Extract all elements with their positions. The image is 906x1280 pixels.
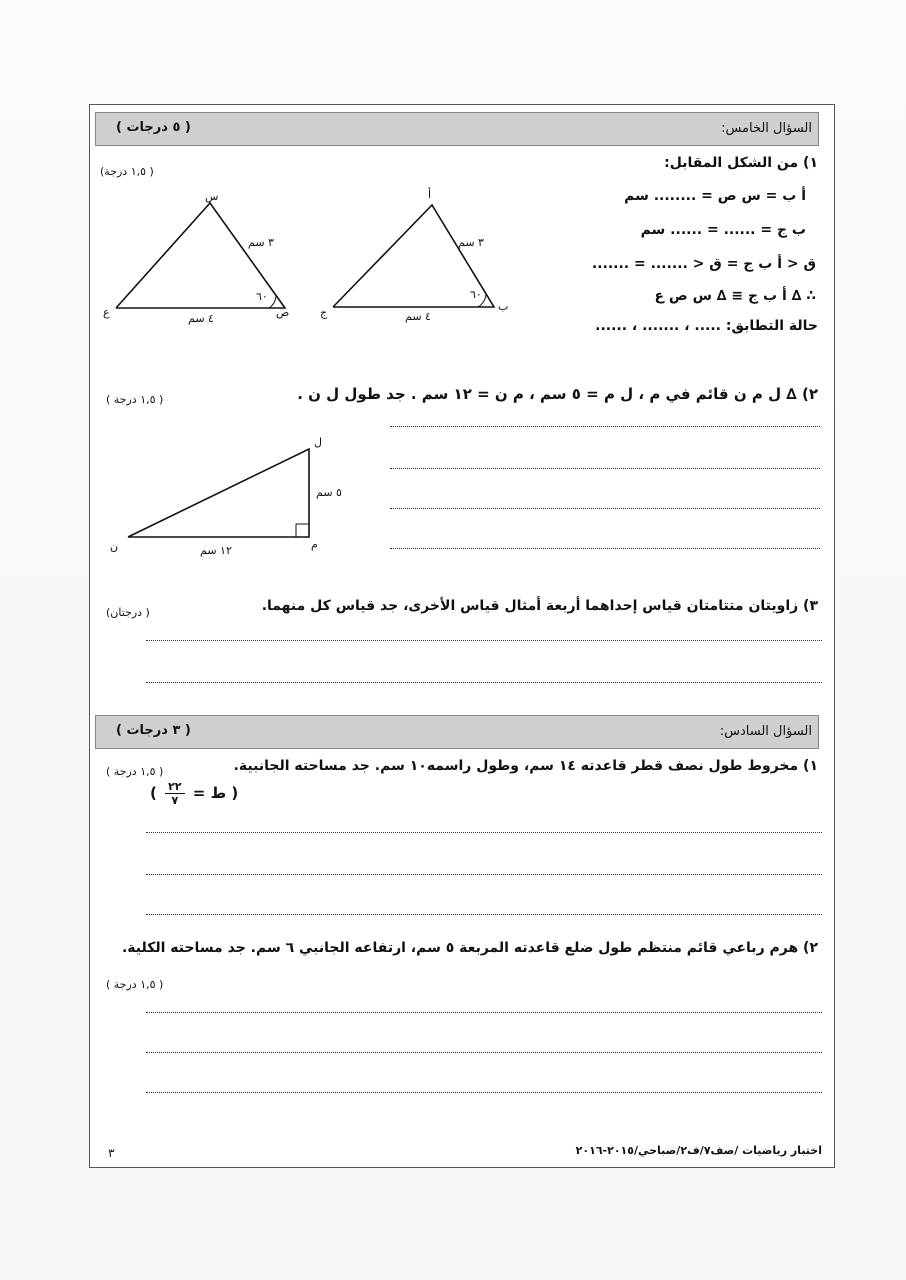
pi-denominator: ٧	[171, 794, 179, 807]
pi-formula: ( ٢٢ ٧ = ط )	[150, 780, 239, 807]
tri1-base-label: ٤ سم	[405, 310, 431, 323]
q6-p1-answer-line-3[interactable]	[146, 914, 822, 915]
q6-title: السؤال السادس:	[719, 724, 812, 739]
tri1-angle-label: ٦٠	[470, 288, 482, 301]
q5-p2-answer-line-4[interactable]	[390, 548, 820, 549]
tri2-side-label: ٣ سم	[248, 236, 274, 249]
tri1-label-a: أ	[428, 188, 432, 201]
tri3-label-l: ل	[314, 436, 322, 449]
tri3-mn-label: ١٢ سم	[200, 544, 232, 557]
tri2-label-sad: ص	[276, 306, 290, 319]
q5-title: السؤال الخامس:	[721, 121, 812, 136]
q5-p2-answer-line-2[interactable]	[390, 468, 820, 469]
tri3-label-m: م	[311, 538, 318, 551]
q5-p1-line4: ∴ ∆ أ ب ج ≡ ∆ س ص ع	[654, 288, 816, 304]
q6-p1-title: ١) مخروط طول نصف قطر قاعدته ١٤ سم، وطول راسمه١٠ سم. جد مساحته الجانبية.	[233, 758, 818, 774]
q5-p3-title: ٣) زاويتان متتامتان قياس إحداهما أربعة أمثال قياس الأخرى، جد قياس كل منهما.	[261, 598, 818, 614]
q5-p2-marks: ( ١,٥ درجة )	[106, 393, 164, 406]
q5-marks: ( ٥ درجات )	[116, 120, 191, 135]
q5-p3-answer-line-2[interactable]	[146, 682, 822, 683]
q6-p2-answer-line-3[interactable]	[146, 1092, 822, 1093]
tri3-lm-label: ٥ سم	[316, 486, 342, 499]
tri1-label-j: ج	[320, 306, 328, 319]
q5-p3-answer-line-1[interactable]	[146, 640, 822, 641]
q5-p1-case: حالة التطابق: ..... ، ....... ، ......	[595, 318, 818, 334]
q5-p1-title: ١) من الشكل المقابل:	[664, 155, 818, 171]
pi-symbol: ط	[210, 784, 227, 802]
page-number: ٣	[108, 1146, 115, 1160]
q6-marks: ( ٣ درجات )	[116, 723, 191, 738]
q5-p1-line2: ب ج = ...... = ...... سم	[640, 222, 806, 238]
tri2-label-s: س	[205, 190, 219, 203]
footer-text: اختبار رياضيات /صف٧/ف٢/صباحي/٢٠١٥-٢٠١٦	[575, 1144, 822, 1157]
q6-p1-marks: ( ١,٥ درجة )	[106, 765, 164, 778]
tri1-side-label: ٣ سم	[458, 236, 484, 249]
tri3-label-n: ن	[110, 540, 119, 553]
tri2-label-ain: ع	[103, 306, 110, 319]
tri2-angle-label: ٦٠	[256, 290, 268, 303]
q5-p2-answer-line-3[interactable]	[390, 508, 820, 509]
q5-p1-line3: ق < أ ب ج = ق < ....... = .......	[591, 256, 816, 272]
q6-p2-marks: ( ١,٥ درجة )	[106, 978, 164, 991]
q5-p1-line1: أ ب = س ص = ........ سم	[624, 188, 806, 204]
q6-p2-title: ٢) هرم رباعي قائم منتظم طول ضلع قاعدته المربعة ٥ سم، ارتفاعه الجانبي ٦ سم. جد مساحته الكلية.	[121, 940, 818, 956]
q5-p2-title: ٢) ∆ ل م ن قائم في م ، ل م = ٥ سم ، م ن = ١٢ سم . جد طول ل ن .	[297, 385, 818, 403]
q5-p2-answer-line-1[interactable]	[390, 426, 820, 427]
q6-header	[95, 715, 819, 749]
tri1-label-b: ب	[498, 300, 509, 313]
tri2-base-label: ٤ سم	[188, 312, 214, 325]
q5-p1-marks: ( ١,٥ درجة)	[100, 165, 154, 178]
q6-p1-answer-line-2[interactable]	[146, 874, 822, 875]
q5-p3-marks: ( درجتان)	[106, 606, 150, 619]
q6-p2-answer-line-2[interactable]	[146, 1052, 822, 1053]
q6-p1-answer-line-1[interactable]	[146, 832, 822, 833]
pi-numerator: ٢٢	[165, 780, 184, 794]
q6-p2-answer-line-1[interactable]	[146, 1012, 822, 1013]
